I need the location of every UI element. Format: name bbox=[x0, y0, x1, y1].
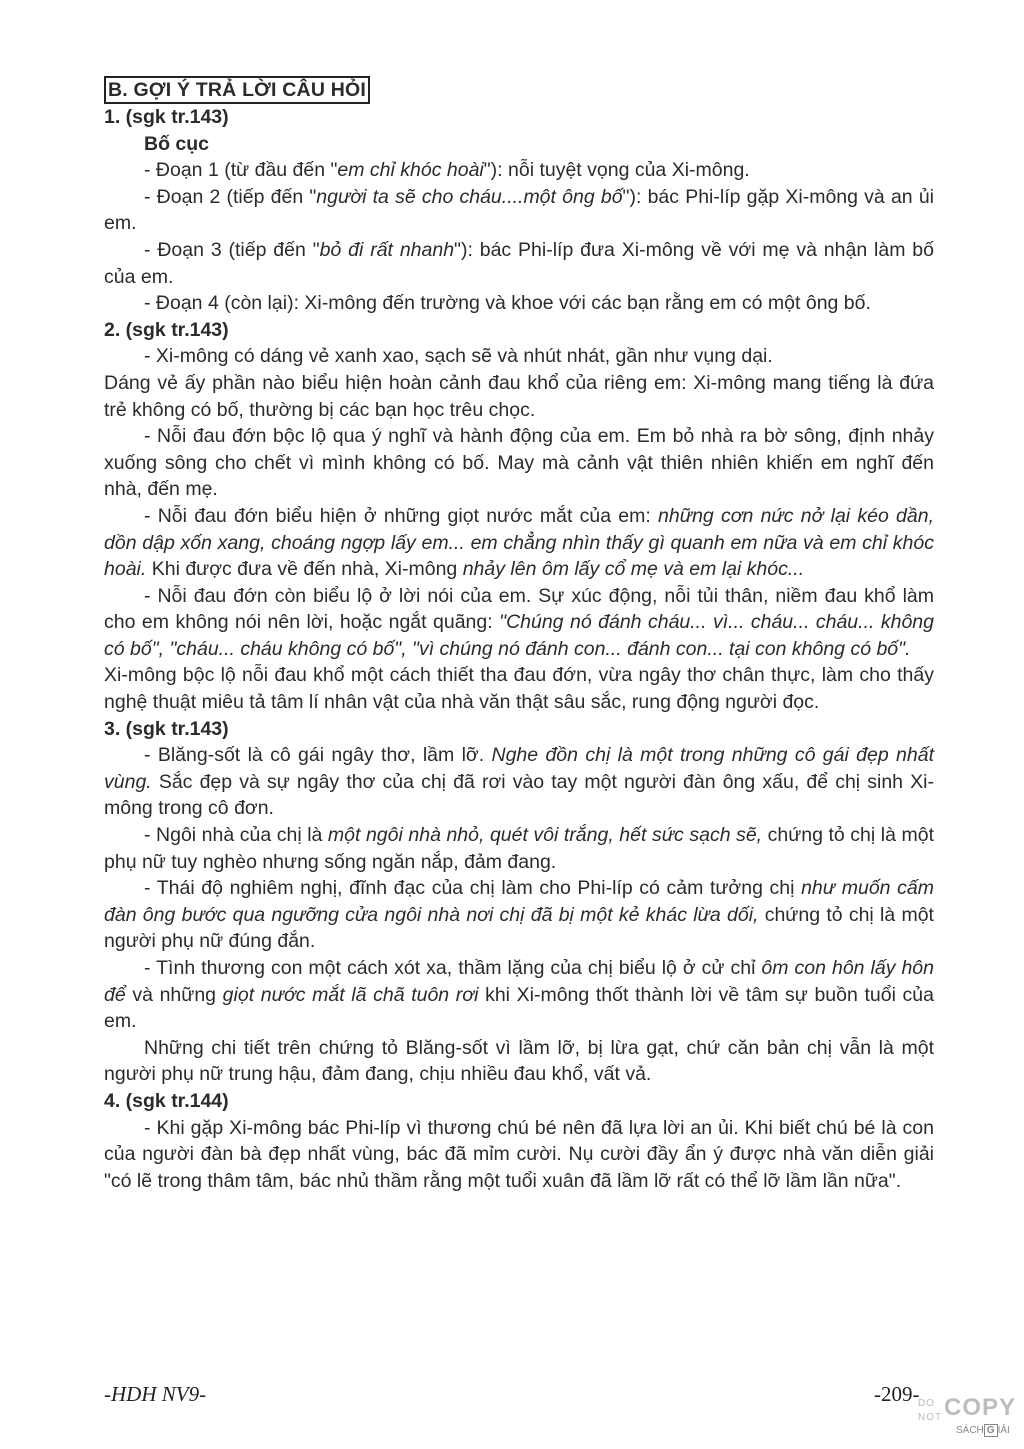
q3-p2-quote: một ngôi nhà nhỏ, quét vôi trắng, hết sức sạch sẽ, bbox=[327, 824, 763, 847]
q1-paragraph-4: - Đoạn 4 (còn lại): Xi-mông đến trường và khoe với các bạn rằng em có một ông bố. bbox=[144, 292, 871, 315]
question-2-title: 2. (sgk tr.143) bbox=[104, 318, 229, 341]
q2-p3-text: - Nỗi đau đớn biểu hiện ở những giọt nước mắt của em: bbox=[144, 504, 659, 527]
watermark-do: DO bbox=[918, 1398, 935, 1409]
watermark-g: G bbox=[984, 1424, 998, 1437]
section-title: B. GỢI Ý TRẢ LỜI CÂU HỎI bbox=[104, 76, 370, 104]
q2-p4-text: - Nỗi đau đớn còn biểu lộ ở lời nói của em. Sự xúc động, nỗi tủi thân, niềm đau khổ làm cho em không nói nên lời, hoặc ngắt quãng: bbox=[104, 584, 934, 634]
q3-paragraph-3 bbox=[104, 875, 934, 955]
q3-p3-text-end: chứng tỏ chị là một người phụ nữ đúng đắn. bbox=[104, 903, 934, 953]
watermark-iai: IẢI bbox=[997, 1425, 1010, 1436]
q1-p1-text: - Đoạn 1 (từ đầu đến " bbox=[144, 159, 338, 182]
q3-p4-quote-2: giọt nước mắt lã chã tuôn rơi bbox=[222, 983, 479, 1006]
q2-p4-quote: "Chúng nó đánh cháu... vì... cháu... cháu... không có bố", "cháu... cháu không có bố", "vì chúng nó đánh con... đánh con... tại con không có bố". bbox=[104, 611, 934, 660]
q2-paragraph-5: Xi-mông bộc lộ nỗi đau khổ một cách thiết tha đau đớn, vừa ngây thơ chân thực, làm cho thấy nghệ thuật miêu tả tâm lí nhân vật của nhà văn thật sâu sắc, rung động người đọc. bbox=[104, 664, 934, 714]
q3-p1-quote: Nghe đồn chị là một trong những cô gái đẹp nhất vùng. bbox=[104, 744, 935, 793]
q3-paragraph-5: Những chi tiết trên chứng tỏ Blăng-sốt vì lầm lỡ, bị lừa gạt, chứ căn bản chị vẫn là một người phụ nữ trung hậu, đảm đang, chịu nhiều đau khổ, vất vả. bbox=[104, 1036, 934, 1086]
q1-p2-text: - Đoạn 2 (tiếp đến " bbox=[144, 185, 317, 208]
q1-p3-text: - Đoạn 3 (tiếp đến " bbox=[144, 238, 320, 261]
q1-paragraph-1 bbox=[104, 157, 934, 184]
q3-paragraph-2 bbox=[104, 822, 934, 875]
document-body bbox=[104, 76, 934, 1194]
question-1-title: 1. (sgk tr.143) bbox=[104, 106, 229, 128]
q1-p3-quote: bỏ đi rất nhanh bbox=[319, 238, 455, 261]
q4-paragraph-1: - Khi gặp Xi-mông bác Phi-líp vì thương chú bé nên đã lựa lời an ủi. Khi biết chú bé là con của người đàn bà đẹp nhất vùng, bác đã mỉm cười. Nụ cười đầy ẩn ý được nhà văn diễn giải "có lẽ trong thâm tâm, bác nhủ thầm rằng một tuổi xuân đã lầm lỡ rất có thể lỡ lầm lần nữa". bbox=[104, 1116, 934, 1192]
q3-p2-text: - Ngôi nhà của chị là bbox=[144, 824, 328, 847]
question-4-title: 4. (sgk tr.144) bbox=[104, 1089, 229, 1112]
q3-p3-text: - Thái độ nghiêm nghị, đĩnh đạc của chị làm cho Phi-líp có cảm tưởng chị bbox=[144, 877, 802, 900]
q2-p3-text-mid: Khi được đưa về đến nhà, Xi-mông bbox=[146, 558, 463, 581]
page-number: -209- bbox=[874, 1382, 920, 1406]
q3-p4-text-end: khi Xi-mông thốt thành lời về tâm sự buồn tuổi của em. bbox=[104, 983, 934, 1033]
q1-paragraph-3 bbox=[104, 237, 934, 290]
watermark-not: NOT bbox=[918, 1412, 943, 1423]
section-title-wrap bbox=[104, 76, 934, 104]
q3-p4-text-mid: và những bbox=[125, 983, 223, 1006]
question-3-title: 3. (sgk tr.143) bbox=[104, 717, 229, 740]
q2-paragraph-1: - Xi-mông có dáng vẻ xanh xao, sạch sẽ và nhút nhát, gần như vụng dại. bbox=[144, 345, 773, 368]
q3-p4-text: - Tình thương con một cách xót xa, thầm lặng của chị biểu lộ ở cử chỉ bbox=[144, 957, 762, 979]
q1-p2-quote: người ta sẽ cho cháu....một ông bố bbox=[316, 185, 623, 208]
q2-paragraph-1-cont: Dáng vẻ ấy phần nào biểu hiện hoàn cảnh đau khổ của riêng em: Xi-mông mang tiếng là đứa trẻ không có bố, thường bị các bạn học trêu chọc. bbox=[104, 371, 934, 421]
q2-p3-quote: những cơn nức nở lại kéo dần, dồn dập xốn xang, choáng ngợp lấy em... em chẳng nhìn thấy gì quanh em nữa và em chỉ khóc hoài. bbox=[104, 504, 934, 581]
q1-p1-quote: em chỉ khóc hoài bbox=[337, 159, 484, 182]
q2-p3-quote-2: nhảy lên ôm lấy cổ mẹ và em lại khóc... bbox=[462, 558, 805, 581]
watermark-sachgiai bbox=[956, 1424, 1010, 1437]
q3-paragraph-1 bbox=[104, 742, 934, 822]
q3-p1-text: - Blăng-sốt là cô gái ngây thơ, lầm lỡ. bbox=[144, 744, 492, 767]
q3-p1-text-end: Sắc đẹp và sự ngây thơ của chị đã rơi vào tay một người đàn ông xấu, để chị sinh Xi-mông trong cô đơn. bbox=[104, 770, 934, 820]
q3-p3-quote: như muốn cấm đàn ông bước qua ngưỡng cửa ngôi nhà nơi chị đã bị một kẻ khác lừa dối, bbox=[104, 877, 934, 926]
watermark-logo bbox=[906, 1394, 1018, 1446]
q3-p4-quote: ôm con hôn lấy hôn để bbox=[104, 957, 934, 1006]
q1-p1-text-end: "): nỗi tuyệt vọng của Xi-mông. bbox=[483, 159, 750, 182]
q1-p2-text-end: "): bác Phi-líp gặp Xi-mông và an ủi em. bbox=[104, 185, 934, 235]
q3-p2-text-end: chứng tỏ chị là một phụ nữ tuy nghèo nhưng sống ngăn nắp, đảm đang. bbox=[104, 824, 935, 873]
q2-paragraph-4 bbox=[104, 583, 934, 663]
watermark-copy: COPY bbox=[944, 1394, 1017, 1421]
question-1-subtitle: Bố cục bbox=[144, 132, 210, 155]
q2-paragraph-2: - Nỗi đau đớn bộc lộ qua ý nghĩ và hành động của em. Em bỏ nhà ra bờ sông, định nhảy xuống sông cho chết vì mình không có bố. May mà cảnh vật thiên nhiên khiến em nghĩ đến nhà, đến mẹ. bbox=[104, 425, 934, 501]
footer-book-code: -HDH NV9- bbox=[104, 1382, 207, 1406]
q2-paragraph-3 bbox=[104, 503, 934, 583]
q1-p3-text-end: "): bác Phi-líp đưa Xi-mông về với mẹ và nhận làm bố của em. bbox=[104, 238, 934, 288]
watermark-sach: SÁCH bbox=[956, 1425, 984, 1436]
q3-paragraph-4 bbox=[104, 955, 934, 1035]
q1-paragraph-2 bbox=[104, 184, 934, 237]
